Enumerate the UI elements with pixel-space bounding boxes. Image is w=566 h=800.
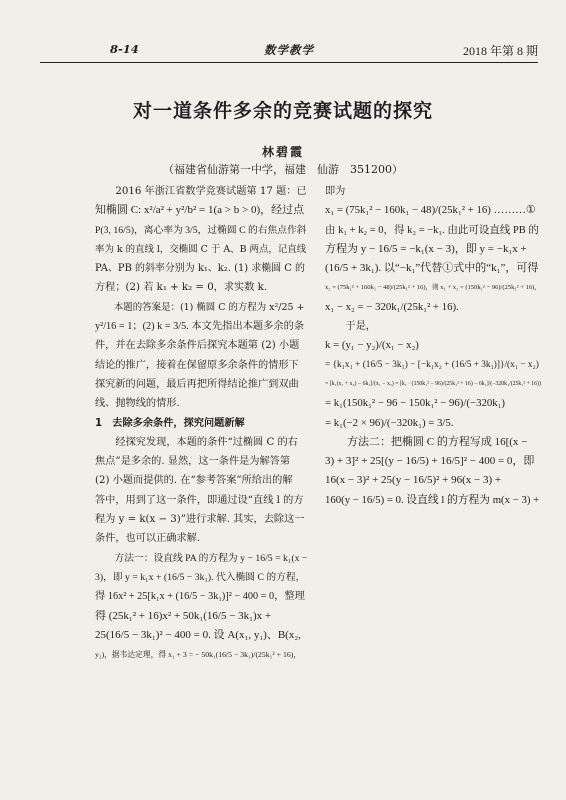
- equation-line: x₂ = (75k₁² + 160k₁ − 48)/(25k₁² + 16)，则 x₁ + x₂ = (150k₁² − 96)/(25k₁² + 16)，: [325, 284, 541, 292]
- text-line: 16(x − 3)² + 25(y − 16/5)² + 96(x − 3) +: [325, 474, 502, 487]
- text-line: 于是，: [345, 321, 376, 333]
- equation-line: = [k₁(x₁ + x₂) − 6k₁]/(x₁ − x₂) = [k₁ · (150k₁² − 96)/(25k₁² + 16) − 6k₁]/(−320k₁/(25k₁² + 16)): [325, 380, 541, 387]
- equation-line: = {k₁x₁ + (16/5 − 3k₁) − [−k₁x₂ + (16/5 + 3k₁)]}/(x₁ − x₂): [325, 359, 539, 370]
- equation-line: x₁ − x₂ = − 320k₁/(25k₁² + 16).: [325, 300, 459, 313]
- text-line: 结论的推广，接着在保留原多余条件的情形下: [95, 359, 299, 371]
- journal-name: 数学教学: [264, 43, 314, 57]
- text-line: 线、抛物线的情形.: [95, 398, 180, 410]
- article-affiliation: （福建省仙游第一中学，福建 仙游 351200）: [163, 163, 403, 176]
- text-line: 方程为 y − 16/5 = −k₁(x − 3)，即 y = −k₁x +: [325, 242, 527, 255]
- text-line: (16/5 + 3k₁). 以“−k₁”代替①式中的“k₁”，可得: [325, 262, 539, 275]
- issue-label: 2018 年第 8 期: [462, 44, 538, 58]
- text-line: 答中，用到了这一条件，即通过设“直线 l 的方: [95, 494, 304, 506]
- text-line: 方程；(2) 若 k₁ + k₂ = 0，求实数 k.: [95, 282, 268, 294]
- text-line: 条件，也可以正确求解.: [95, 533, 201, 545]
- text-line: PA、PB 的斜率分别为 k₁、k₂. (1) 求椭圆 C 的: [95, 263, 305, 275]
- text-line: 160(y − 16/5) = 0. 设直线 l 的方程为 m(x − 3) +: [325, 493, 540, 506]
- text-line: 本题的答案是：(1) 椭圆 C 的方程为 x²/25 +: [113, 301, 305, 313]
- right-column: [325, 182, 543, 510]
- text-line: 得 (25k₁² + 16)x² + 50k₁(16/5 − 3k₁)x +: [95, 609, 272, 622]
- article-title: 对一道条件多余的竞赛试题的探究: [132, 100, 433, 122]
- text-line: 焦点”是多余的. 显然，这一条件是为解答第: [95, 456, 291, 468]
- text-line: 由 k₁ + k₂ = 0，得 k₂ = −k₁. 由此可设直线 PB 的: [325, 224, 539, 236]
- text-line: 得 16x² + 25[k₁x + (16/5 − 3k₁)]² − 400 = 0，整理: [95, 591, 305, 603]
- text-line: 程为 y = k(x − 3)”进行求解. 其实，去除这一: [95, 514, 305, 526]
- text-line: P(3, 16/5)，离心率为 3/5，过椭圆 C 的右焦点作斜: [95, 224, 307, 236]
- text-line: 3)，即 y = k₁x + (16/5 − 3k₁). 代入椭圆 C 的方程，: [95, 571, 306, 583]
- text-line: 2016 年浙江省数学竞赛试题第 17 题：已: [115, 186, 307, 197]
- text-line: 知椭圆 C: x²/a² + y²/b² = 1(a > b > 0)，经过点: [95, 204, 305, 217]
- page-number: 8-14: [110, 42, 139, 56]
- running-header: [40, 40, 538, 63]
- text-line: 探究新的问题，最后再把所得结论推广到双曲: [95, 378, 299, 390]
- text-line: 3) + 3]² + 25[(y − 16/5) + 16/5]² − 400 = 0，即: [325, 455, 535, 468]
- text-line: 经探究发现，本题的条件“过椭圆 C 的右: [115, 436, 298, 448]
- text-line: 25(16/5 − 3k₁)² − 400 = 0. 设 A(x₁, y₁)、B(x₂,: [95, 628, 301, 641]
- equation-line: k = (y₁ − y₂)/(x₁ − x₂): [325, 339, 419, 352]
- equation-line: = k₁(−2 × 96)/(−320k₁) = 3/5.: [325, 416, 454, 429]
- left-column: [95, 182, 307, 664]
- text-line: 件，并在去除多余条件后探究本题第 (2) 小题: [95, 340, 300, 352]
- equation-line: = k₁(150k₁² − 96 − 150k₁² − 96)/(−320k₁): [325, 397, 506, 410]
- text-line: 方法二：把椭圆 C 的方程写成 16[(x −: [347, 435, 528, 448]
- text-line: 率为 k 的直线 l，交椭圆 C 于 A、B 两点，记直线: [95, 243, 307, 255]
- section-heading: 1 去除多余条件，探究问题新解: [95, 417, 245, 429]
- text-line: 方法一：设直线 PA 的方程为 y − 16/5 = k₁(x −: [114, 552, 308, 564]
- text-line: y₂)，据韦达定理，得 x₁ + 3 = − 50k₁(16/5 − 3k₁)/(25k₁² + 16)，: [95, 650, 302, 660]
- text-line: 即为: [325, 186, 346, 197]
- article-author: 林碧霞: [261, 145, 304, 159]
- equation-1: x₁ = (75k₁² − 160k₁ − 48)/(25k₁² + 16) ………①: [325, 204, 536, 217]
- text-line: y²/16 = 1；(2) k = 3/5. 本文先指出本题多余的条: [95, 321, 305, 333]
- text-line: (2) 小题而提供的. 在“参考答案”所给出的解: [95, 475, 293, 487]
